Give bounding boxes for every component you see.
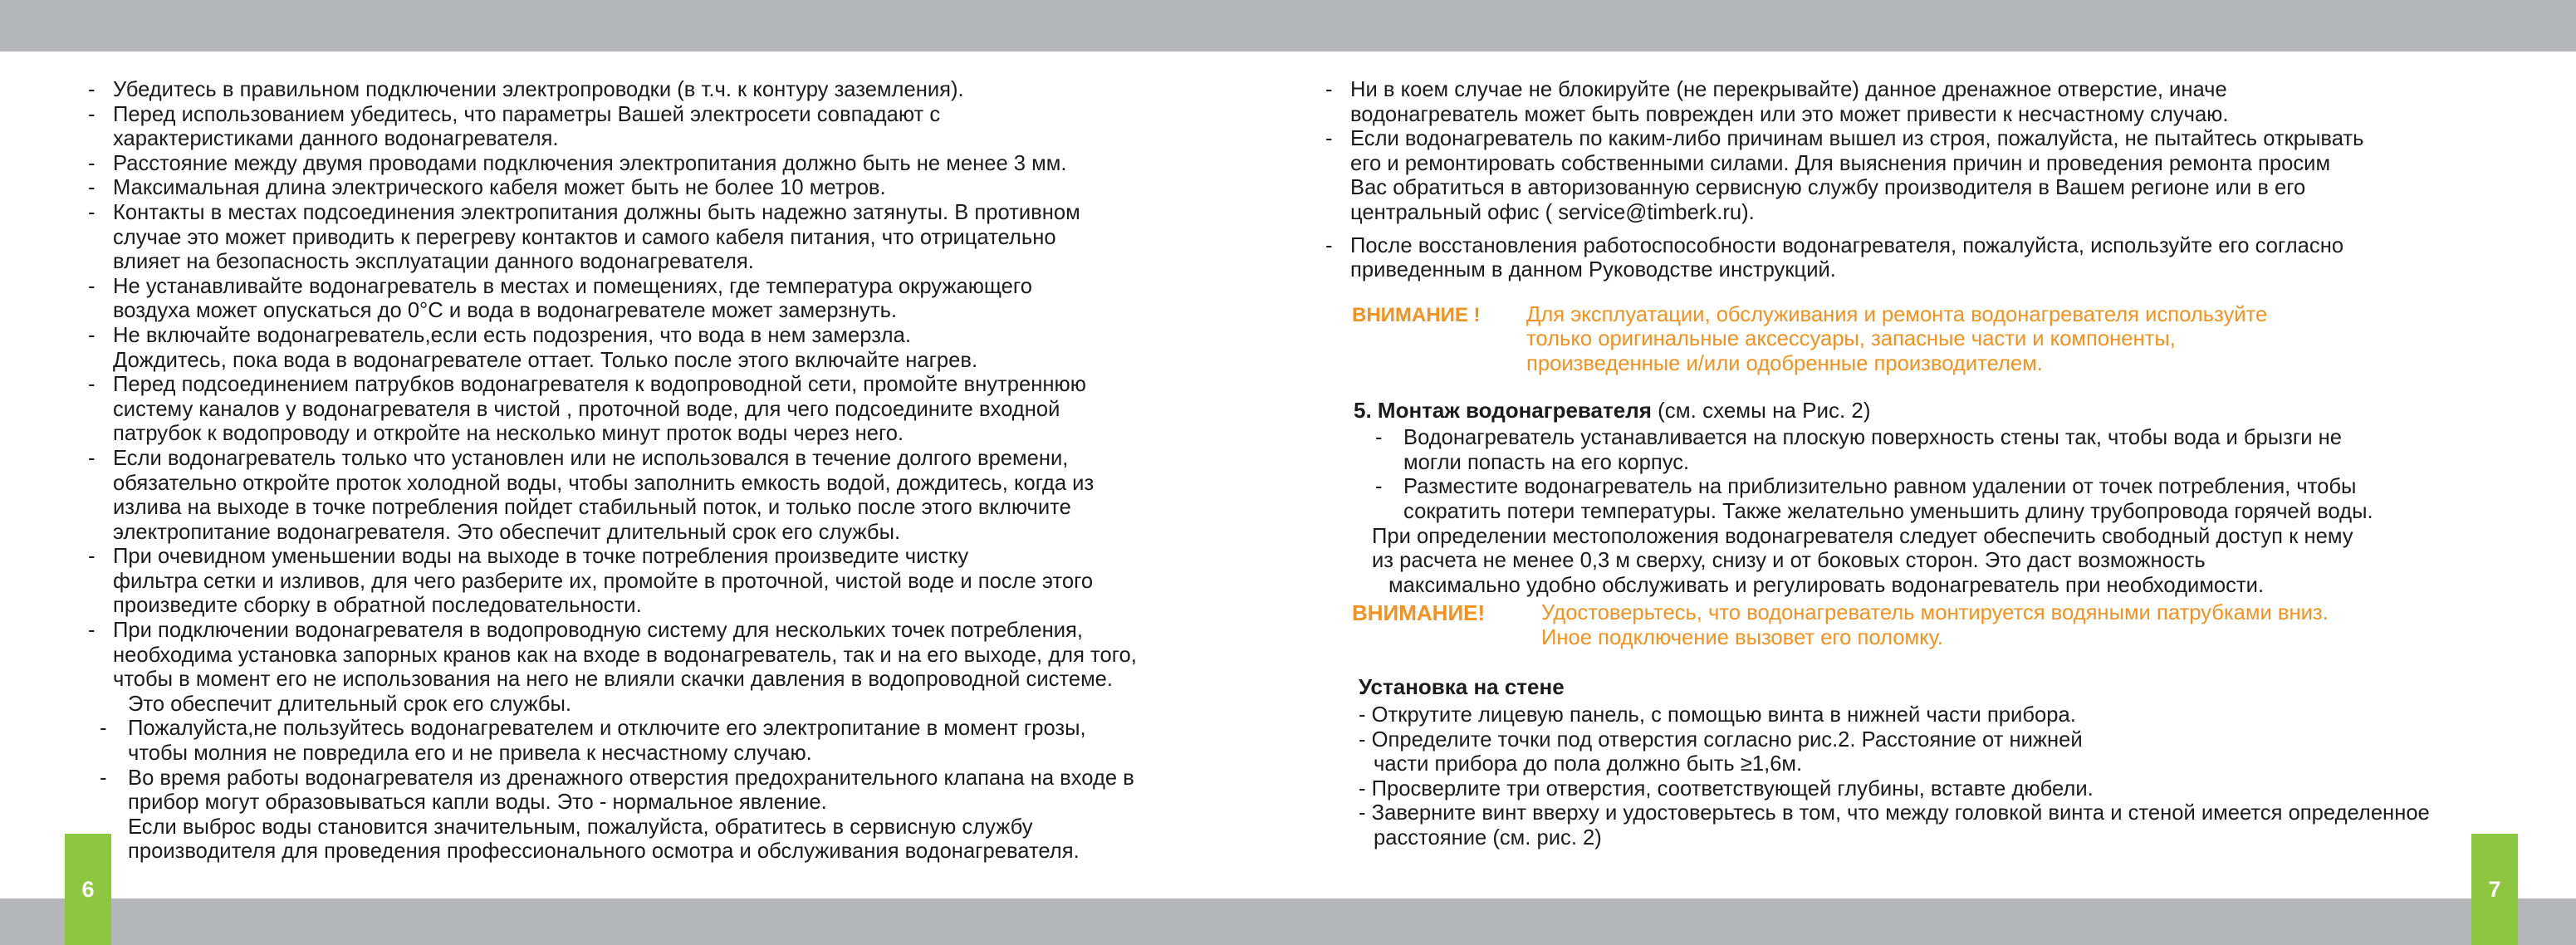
list-item: - Если водонагреватель только что установлен или не использовался в течение долгого времени, обязательно откройте проток холодной воды, чтобы заполнить емкость водой, дождитесь, когда из излива на выходе в точке потребления пойдет стабильный поток, и только после этого включите электропитание водонагревателя. Это обеспечит длительный срок его службы. — [88, 446, 1095, 544]
list-item: - Перед использованием убедитесь, что параметры Вашей электросети совпадают с характеристиками данного водонагревателя. — [88, 102, 941, 151]
page-left-content — [83, 78, 1295, 864]
header-band — [0, 0, 2576, 51]
list-item: - Не устанавливайте водонагреватель в местах и помещениях, где температура окружающего воздуха может опускаться до 0°С и вода в водонагревателе может замерзнуть. — [88, 274, 1032, 323]
list-item: - Просверлите три отверстия, соответствующей глубины, вставте дюбели. — [1359, 776, 2094, 801]
list-item: - Контакты в местах подсоединения электропитания должны быть надежно затянуты. В противном случае это может приводить к перегреву контактов и самого кабеля питания, что отрицательно влияет на безопасность эксплуатации данного водонагревателя. — [88, 200, 1080, 274]
page-right-content — [1320, 78, 2549, 851]
page-number-right: 7 — [2471, 834, 2518, 945]
list-item: - Заверните винт вверху и удостоверьтесь в том, что между головкой винта и стеной имеется определенное расстояние (см. рис. 2) — [1359, 801, 2430, 850]
wall-mount-title: Установка на стене — [1359, 674, 1565, 700]
list-item: - Водонагреватель устанавливается на плоскую поверхность стены так, чтобы вода и брызги не могли попасть на его корпус. — [1375, 426, 2343, 474]
warning-label: ВНИМАНИЕ ! — [1352, 303, 1481, 326]
list-item: - При подключении водонагревателя в водопроводную систему для нескольких точек потребления, необходима установка запорных кранов как на входе в водонагреватель, так и на его выходе, для того, чтобы в момент его не использования на него не влияли скачки давления в водопроводной системе. Это обеспечит длительный срок его службы. — [88, 619, 1137, 716]
section-paragraph: При определении местоположения водонагревателя следует обеспечить свободный доступ к нему из расчета не менее 0,3 м сверху, снизу и от боковых сторон. Это даст возможность максимально удобно обслуживать и регулировать водонагреватель при необходимости. — [1372, 524, 2353, 597]
list-item: - После восстановления работоспособности водонагревателя, пожалуйста, используйте его согласно приведенным в данном Руководстве инструкций. — [1325, 233, 2344, 282]
list-item: - Убедитесь в правильном подключении электропроводки (в т.ч. к контуру заземления). — [88, 78, 964, 101]
list-item: - Расстояние между двумя проводами подключения электропитания должно быть не менее 3 мм. — [88, 151, 1067, 175]
list-item: - Пожалуйста,не пользуйтесь водонагревателем и отключите его электропитание в момент грозы, чтобы молния не повредила его и не привела к несчастному случаю. — [100, 717, 1086, 766]
section-list — [1320, 426, 2549, 524]
list-item: - Разместите водонагреватель на приблизительно равном удалении от точек потребления, чтобы сократить потери температуры. Также желательно уменьшить длину трубопровода горячей воды. — [1375, 475, 2373, 523]
warning-block: ВНИМАНИЕ ! Для эксплуатации, обслуживания и ремонта водонагревателя используйте только оригинальные аксессуары, запасные части и компоненты, произведенные и/или одобренные производителем. — [1352, 302, 2268, 375]
list-item: - Перед подсоединением патрубков водонагревателя к водопроводной сети, промойте внутреннюю систему каналов у водонагревателя в чистой , проточной воде, для чего подсоедините входной патрубок к водопроводу и откройте на несколько минут проток воды через него. — [88, 373, 1086, 446]
list-item: - Максимальная длина электрического кабеля может быть не более 10 метров. — [88, 176, 886, 200]
list-item: - При очевидном уменьшении воды на выходе в точке потребления произведите чистку фильтра сетки и изливов, для чего разберите их, промойте в проточной, чистой воде и после этого произведите сборку в обратной последовательности. — [88, 545, 1094, 618]
list-item: - Определите точки под отверстия согласно рис.2. Расстояние от нижней части прибора до пола должно быть ≥1,6м. — [1359, 727, 2083, 776]
list-item: - Ни в коем случае не блокируйте (не перекрывайте) данное дренажное отверстие, иначе водонагреватель может быть поврежден или это может привести к несчастному случаю. — [1325, 78, 2229, 126]
list-item: - Во время работы водонагревателя из дренажного отверстия предохранительного клапана на входе в прибор могут образовываться капли воды. Это - нормальное явление. Если выброс воды становится значительным, пожалуйста, обратитесь в сервисную службу производителя для проведения профессионального осмотра и обслуживания водонагревателя. — [100, 766, 1134, 864]
list-item: - Если водонагреватель по каким-либо причинам вышел из строя, пожалуйста, не пытайтесь открывать его и ремонтировать собственными силами. Для выяснения причин и проведения ремонта просим Вас обратиться в авторизованную сервисную службу производителя в Вашем регионе или в его центральный офис ( service@timberk.ru). — [1325, 127, 2364, 224]
list-item: - Открутите лицевую панель, с помощью винта в нижней части прибора. — [1359, 703, 2076, 727]
warning-label: ВНИМАНИЕ! — [1352, 600, 1486, 626]
page-number-left: 6 — [65, 834, 111, 945]
list-item: - Не включайте водонагреватель,если есть подозрения, что вода в нем замерзла. Дождитесь, пока вода в водонагревателе оттает. Только после этого включайте нагрев. — [88, 323, 978, 372]
footer-band — [0, 898, 2576, 945]
warning-block: ВНИМАНИЕ! Удостоверьтесь, что водонагреватель монтируется водяными патрубками вниз. Иное подключение вызовет его поломку. — [1352, 600, 2329, 649]
section-title: 5. Монтаж водонагревателя (см. схемы на Рис. 2) — [1354, 397, 1871, 423]
